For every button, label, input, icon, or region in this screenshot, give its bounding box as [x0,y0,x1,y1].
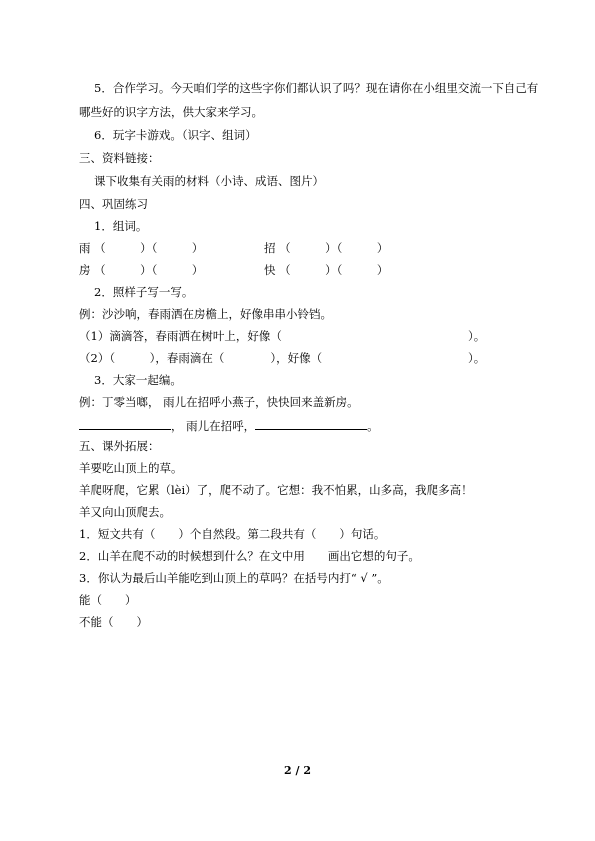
q1-title: 1．组词。 [94,219,148,233]
extension-heading: 五、课外拓展： [79,439,160,453]
option-yes: 能（ ） [79,593,137,607]
ext-q3: 3．你认为最后山羊能吃到山顶上的草吗？在括号内打“ √ ”。 [79,571,389,585]
fill-blank-2 [255,418,367,430]
q1-row1-left: 雨 （ ）（ ） [79,241,204,255]
q2-title: 2．照样子写一写。 [94,285,194,299]
story-p1: 羊要吃山顶上的草。 [79,461,183,475]
ext-q2: 2．山羊在爬不动的时候想到什么？在文中用 画出它想的句子。 [79,549,420,563]
item5-line1: 5．合作学习。今天咱们学的这些字你们都认识了吗？现在请你在小组里交流一下自己有 [94,81,539,95]
story-p2: 羊爬呀爬，它累（lèi）了，爬不动了。它想：我不怕累，山多高，我爬多高！ [79,483,473,497]
q2-item1: （1）滴滴答，春雨洒在树叶上，好像（ [79,329,282,343]
q2-item2: （2）（ ），春雨滴在（ ），好像（ [79,351,323,365]
option-no: 不能（ ） [79,615,148,629]
q3-example: 例：丁零当啷， 雨儿在招呼小燕子，快快回来盖新房。 [79,395,359,409]
q1-row1-right: 招 （ ）（ ） [264,241,389,255]
q2-item2-close: ）。 [468,351,486,365]
q1-row2-right: 快 （ ）（ ） [264,263,389,277]
resource-content: 课下收集有关雨的材料（小诗、成语、图片） [94,174,324,188]
practice-heading: 四、巩固练习 [79,197,148,211]
fill-blank-1 [79,418,171,430]
item6: 6．玩字卡游戏。（识字、组词） [94,128,257,142]
q3-title: 3．大家一起编。 [94,373,182,387]
q2-example: 例：沙沙响，春雨洒在房檐上，好像串串小铃铛。 [79,307,332,321]
story-p3: 羊又向山顶爬去。 [79,505,171,519]
q3-fill-end: 。 [367,419,379,433]
q2-item1-close: ）。 [468,329,486,343]
ext-q1: 1．短文共有（ ）个自然段。第二段共有（ ）句话。 [79,527,386,541]
resource-heading: 三、资料链接： [79,151,160,165]
q1-row2-left: 房 （ ）（ ） [79,263,204,277]
item5-line2: 哪些好的识字方法，供大家来学习。 [79,105,263,119]
q3-fill-line [79,418,379,433]
page-number: 2 / 2 [284,764,311,777]
q3-fill-mid: ， 雨儿在招呼， [171,419,256,433]
